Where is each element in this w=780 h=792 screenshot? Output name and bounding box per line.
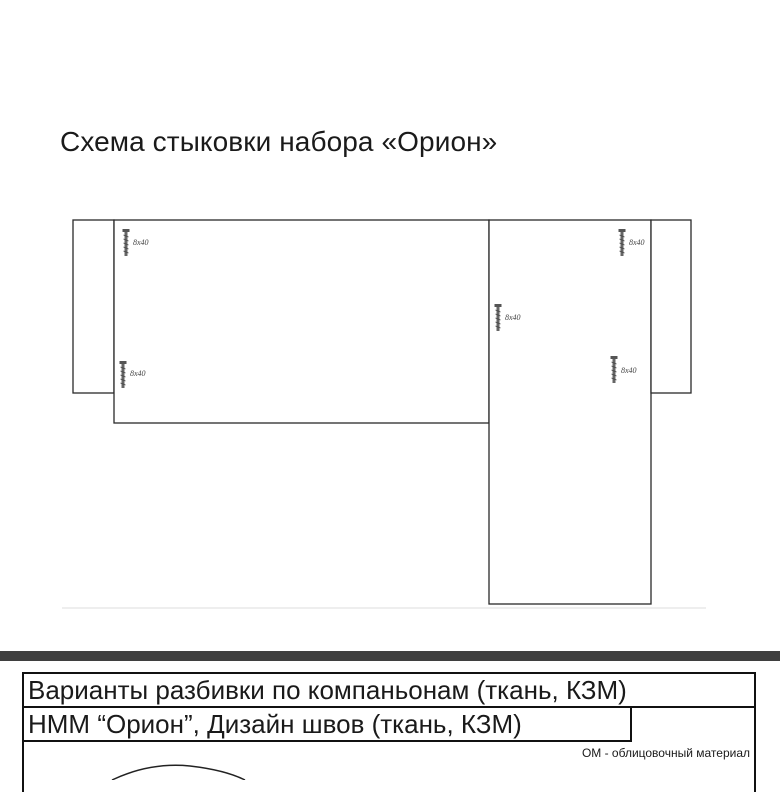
page-title: Схема стыковки набора «Орион» bbox=[60, 126, 498, 157]
screw-label: 8x40 bbox=[621, 366, 637, 375]
variants-table bbox=[22, 672, 756, 792]
screw-label: 8x40 bbox=[629, 238, 645, 247]
om-note: ОМ - облицовочный материал bbox=[581, 746, 750, 760]
table-row-design: НММ “Орион”, Дизайн швов (ткань, КЗМ) bbox=[24, 708, 632, 742]
table-row-variants: Варианты разбивки по компаньонам (ткань, КЗМ) bbox=[24, 674, 754, 708]
right-armrest bbox=[651, 220, 691, 393]
left-armrest bbox=[73, 220, 114, 393]
section-divider-band bbox=[0, 651, 780, 661]
main-section bbox=[114, 220, 489, 423]
screw-label: 8x40 bbox=[130, 369, 146, 378]
screw-label: 8x40 bbox=[505, 313, 521, 322]
corner-section bbox=[489, 220, 651, 604]
screw-label: 8x40 bbox=[133, 238, 149, 247]
